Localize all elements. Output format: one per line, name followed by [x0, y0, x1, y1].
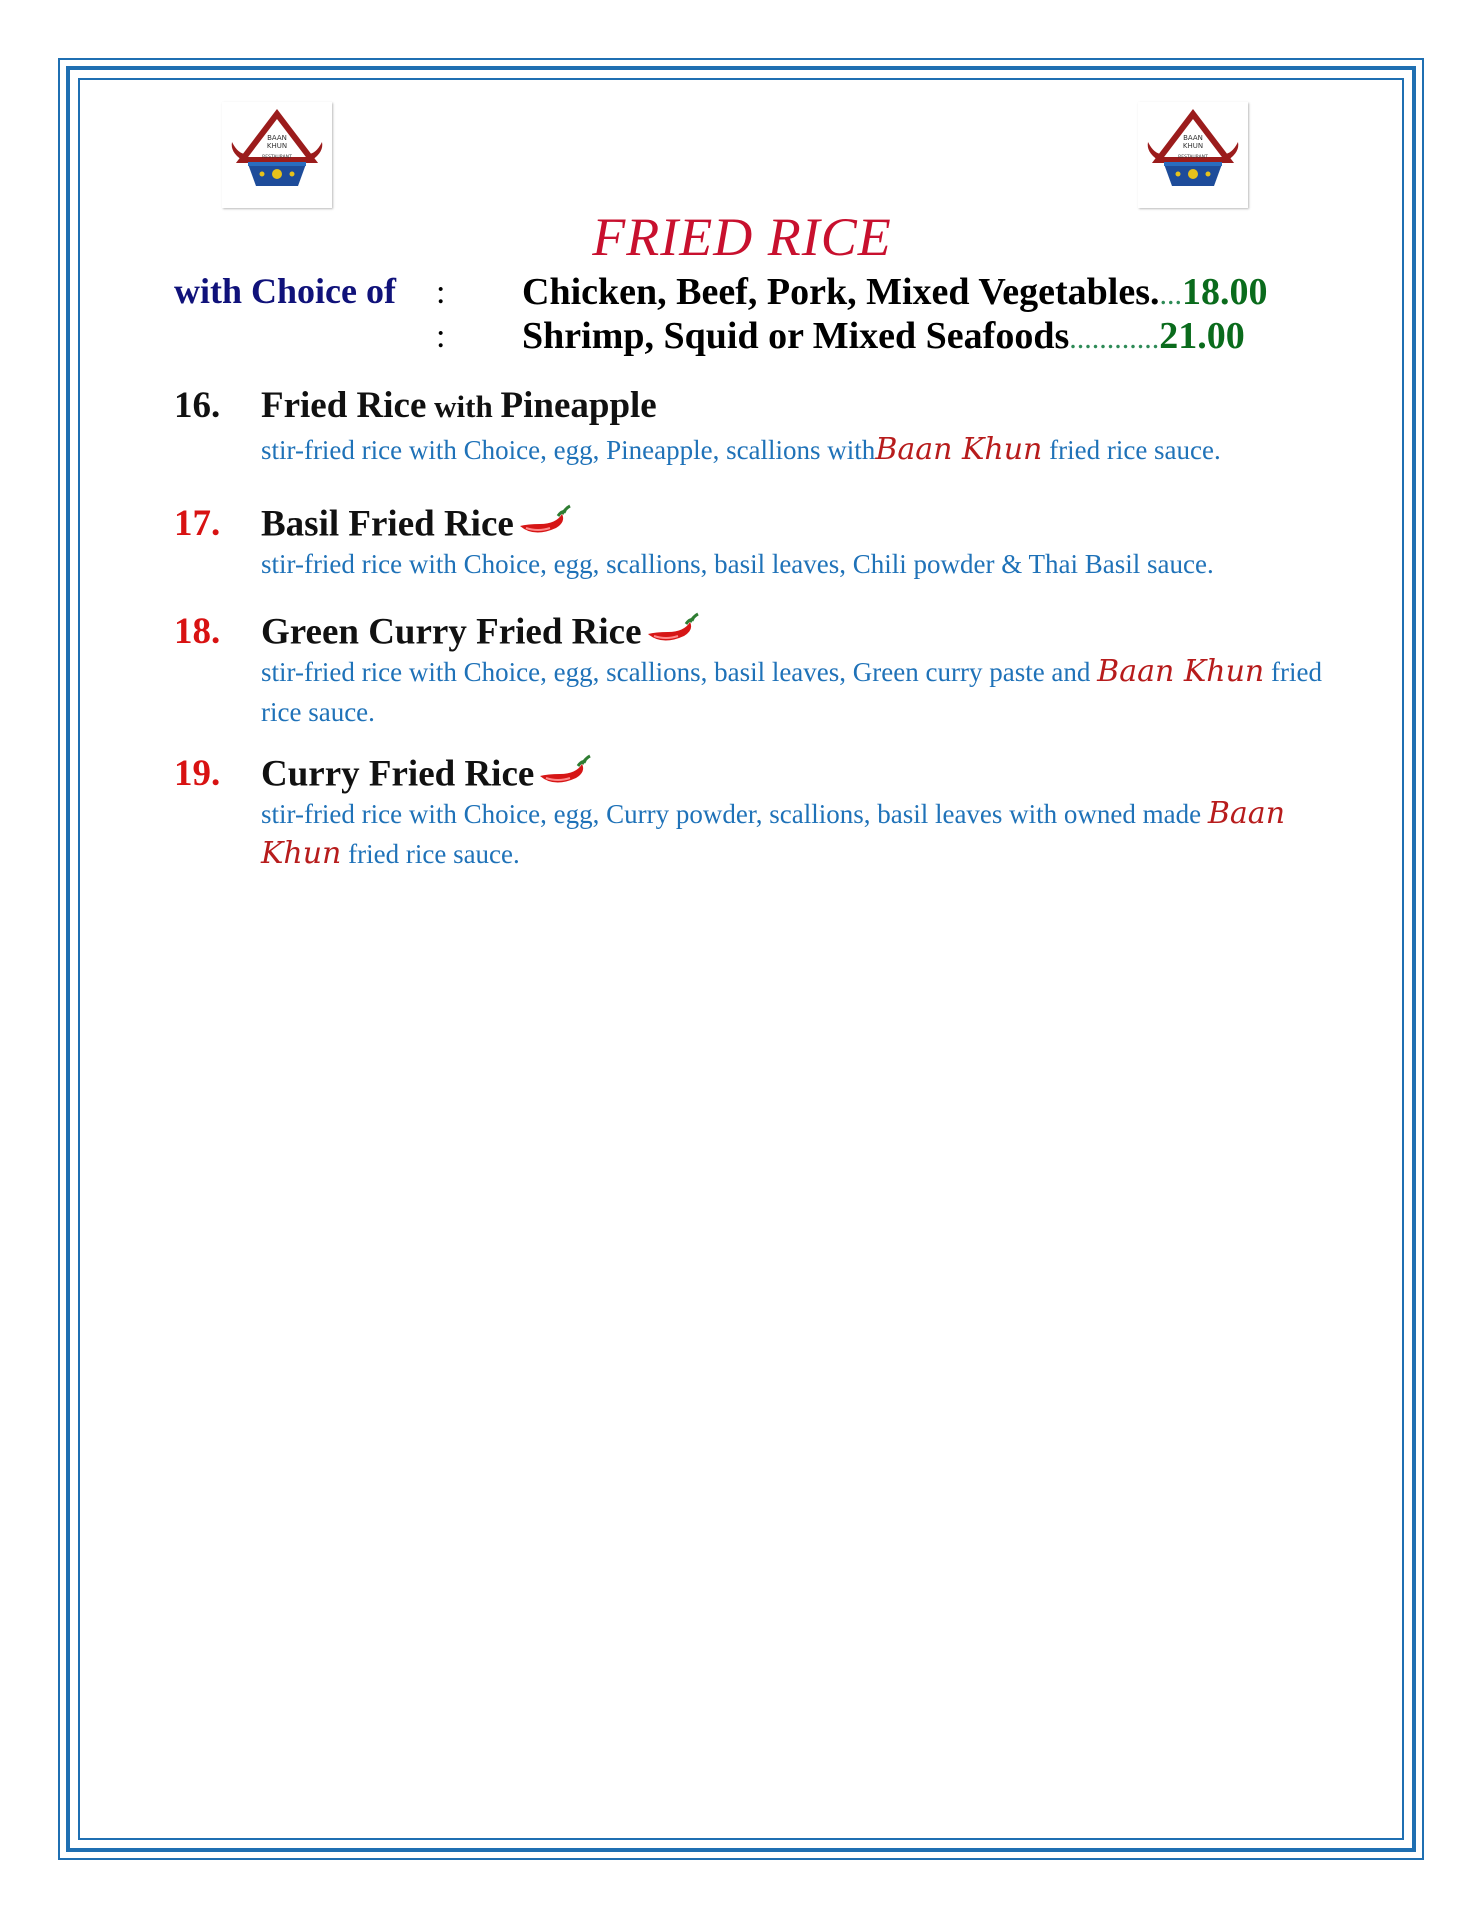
item-number: 19. — [174, 753, 221, 794]
brand-name: Baan Khun — [875, 432, 1043, 467]
item-name — [261, 384, 657, 427]
item-name-part: Fried Rice — [261, 385, 427, 426]
svg-text:RESTAURANT: RESTAURANT — [262, 155, 292, 160]
choice-colon: : — [436, 274, 446, 311]
svg-text:RESTAURANT: RESTAURANT — [1178, 155, 1208, 160]
item-description — [261, 652, 1341, 732]
description-text: fried rice sauce. — [341, 839, 520, 869]
restaurant-logo-right — [1138, 102, 1248, 208]
restaurant-logo-left — [222, 102, 332, 208]
item-name-part: with — [426, 389, 501, 424]
option-dots: ............ — [1069, 322, 1160, 355]
item-number: 16. — [174, 385, 221, 426]
svg-text:KHUN: KHUN — [1182, 142, 1204, 150]
option-text: Shrimp, Squid or Mixed Seafoods — [522, 315, 1070, 357]
item-name-text: Green Curry Fried Rice — [261, 611, 642, 653]
svg-text:KHUN: KHUN — [266, 142, 288, 150]
choice-colon: : — [436, 318, 446, 355]
description-text: fried rice sauce. — [261, 657, 1322, 727]
option-text: Chicken, Beef, Pork, Mixed Vegetables. — [522, 271, 1160, 313]
option-dots: ... — [1159, 278, 1183, 311]
item-name-part: Pineapple — [500, 385, 657, 426]
description-text: stir-fried rice with Choice, egg, Pineapple, scallions with — [261, 435, 876, 465]
item-name-text: Curry Fried Rice — [261, 753, 535, 795]
option-price: 18.00 — [1182, 271, 1268, 313]
item-description — [261, 794, 1341, 874]
item-number: 17. — [174, 503, 221, 544]
svg-text:BAAN: BAAN — [1183, 134, 1203, 142]
choice-option-seafood — [522, 314, 1245, 358]
choice-label: with Choice of — [174, 271, 396, 311]
brand-name: Baan Khun — [261, 796, 1286, 871]
item-description — [261, 430, 1341, 470]
page-title: FRIED RICE — [592, 207, 892, 267]
item-number: 18. — [174, 611, 221, 652]
choice-option-meat — [522, 270, 1268, 314]
description-text: fried rice sauce. — [1042, 435, 1221, 465]
description-text: stir-fried rice with Choice, egg, Curry powder, scallions, basil leaves with owned made — [261, 799, 1208, 829]
option-price: 21.00 — [1159, 315, 1245, 357]
item-name-text: Basil Fried Rice — [261, 503, 514, 545]
brand-name: Baan Khun — [1097, 654, 1265, 689]
svg-text:BAAN: BAAN — [267, 134, 287, 142]
description-text: stir-fried rice with Choice, egg, scallions, basil leaves, Green curry paste and — [261, 657, 1098, 687]
item-description: stir-fried rice with Choice, egg, scallions, basil leaves, Chili powder & Thai Basil sauce. — [261, 549, 1214, 579]
